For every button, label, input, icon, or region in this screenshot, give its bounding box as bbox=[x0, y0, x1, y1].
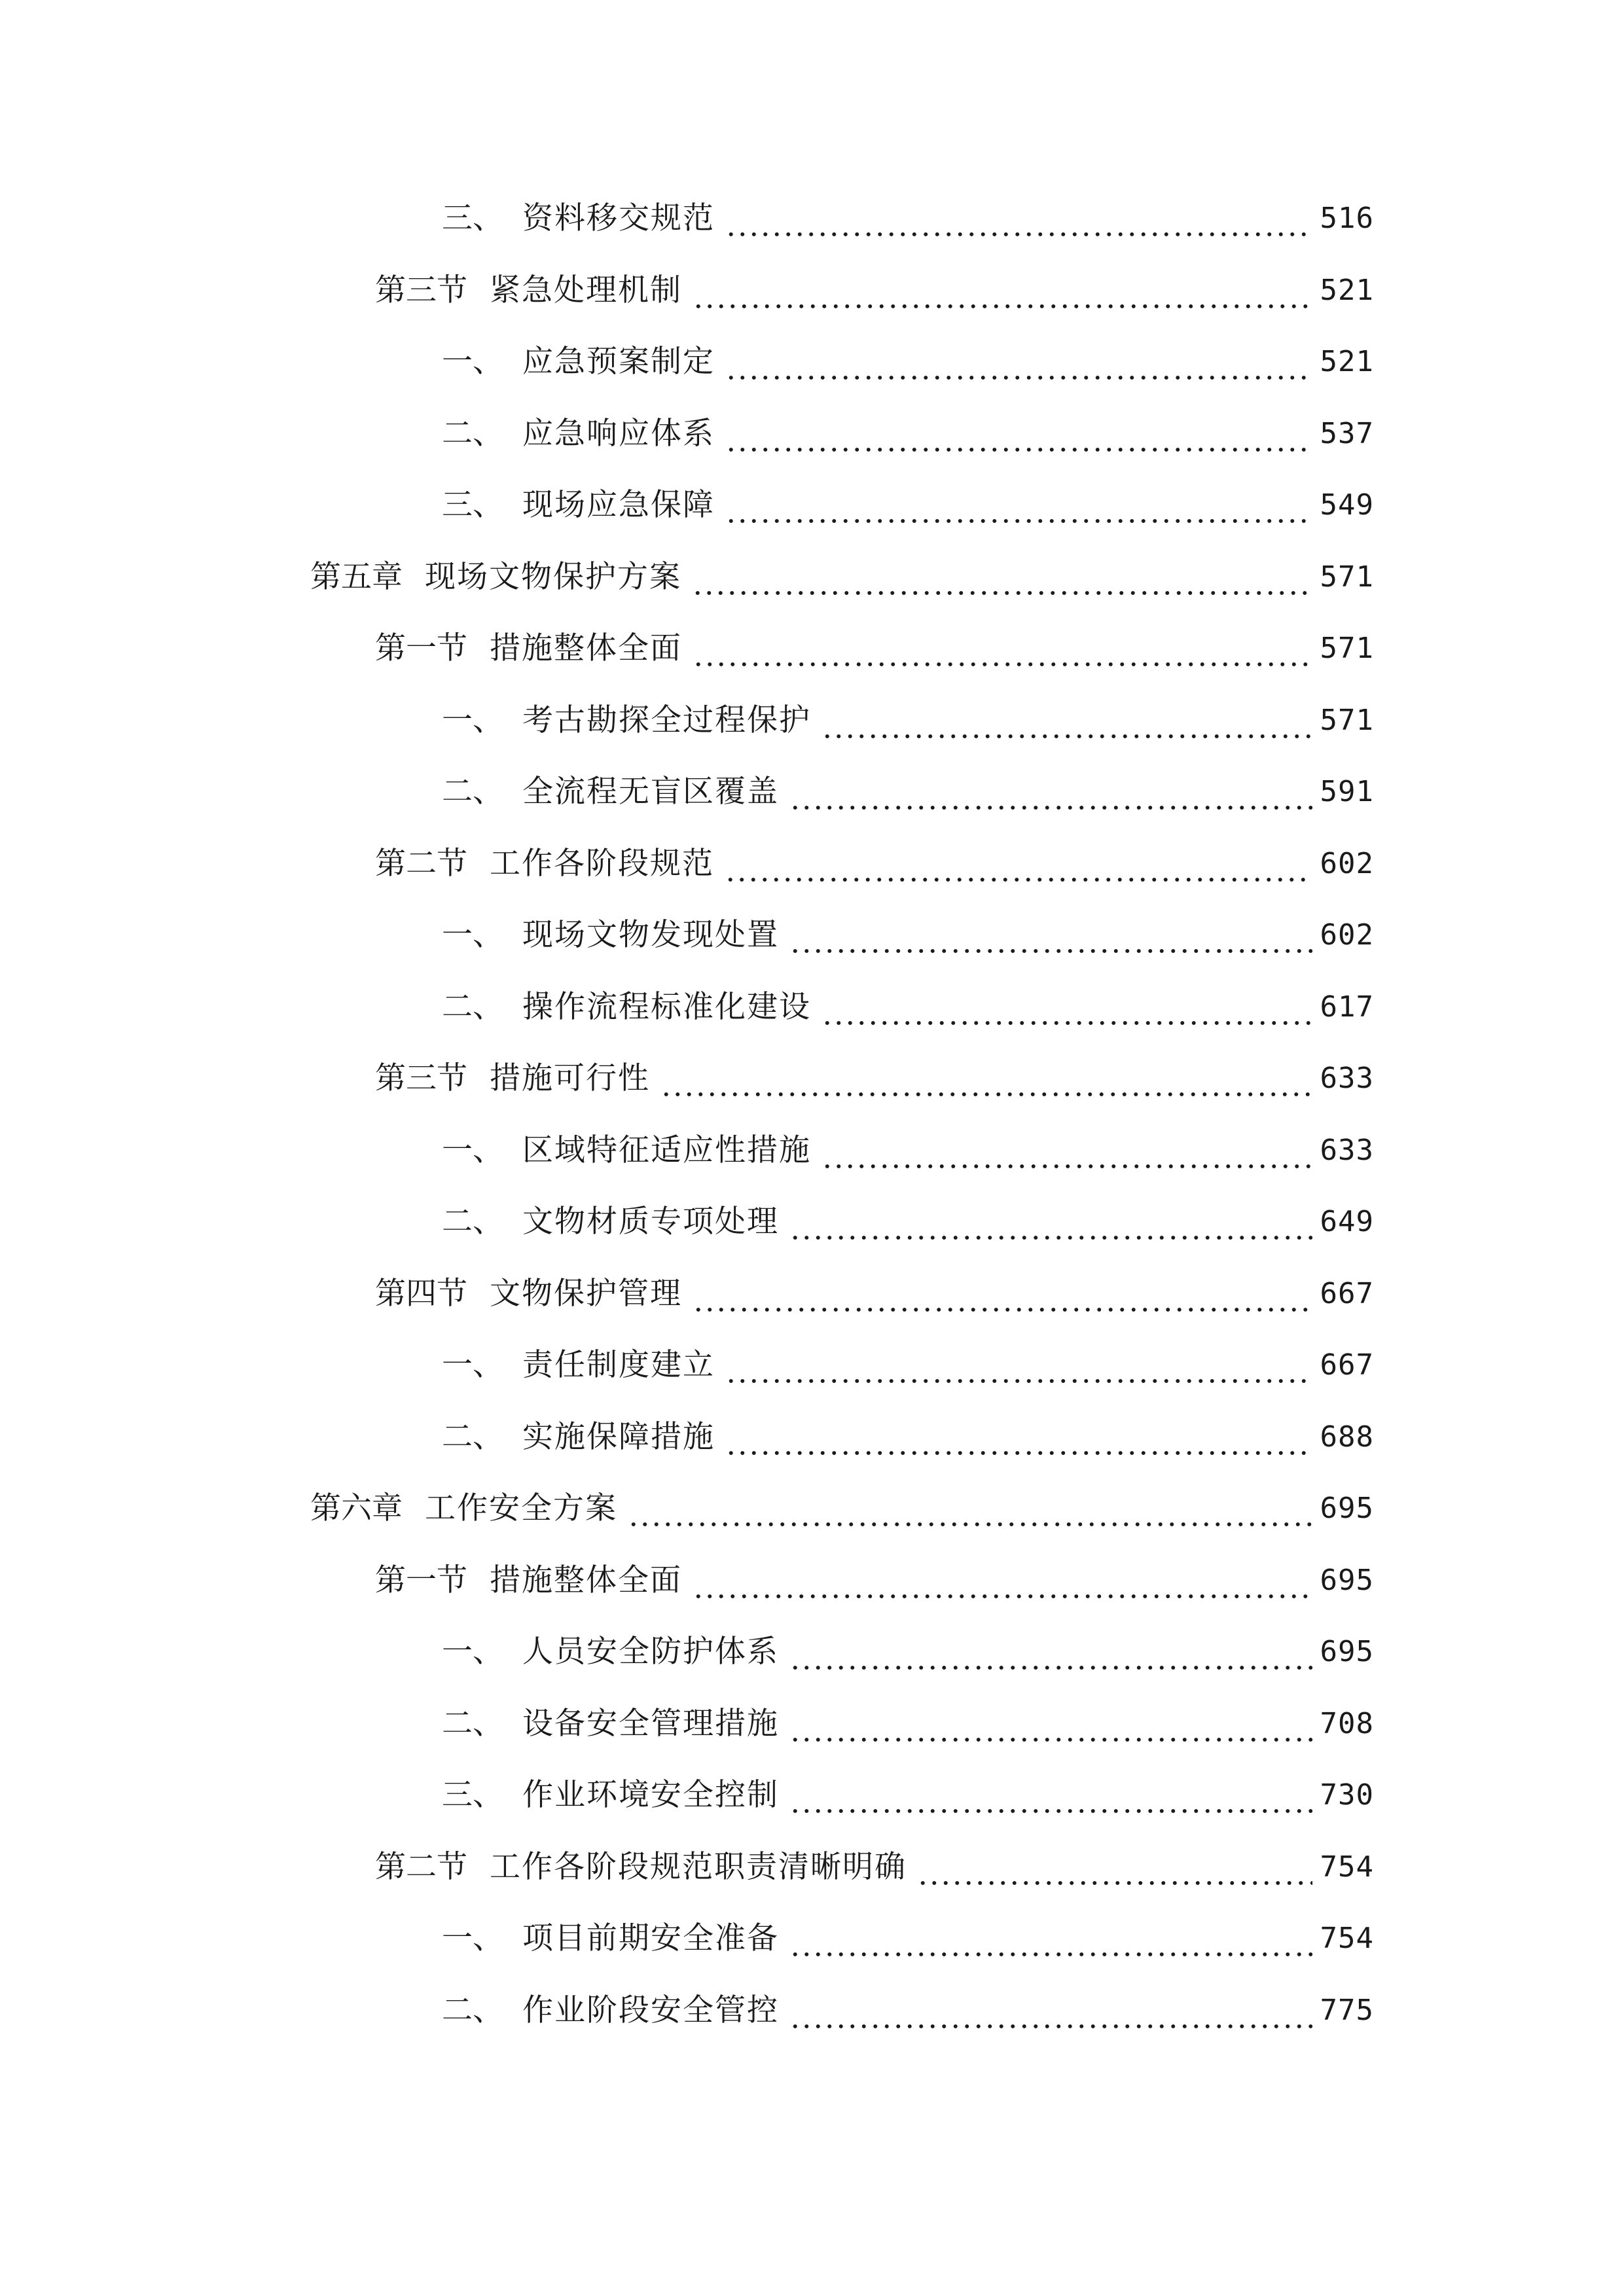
page-number: 516 bbox=[1320, 202, 1374, 235]
entry-number: 三、 bbox=[442, 487, 503, 523]
toc-entry[interactable] bbox=[442, 336, 1374, 388]
page-number: 602 bbox=[1320, 847, 1374, 880]
entry-number: 二、 bbox=[442, 1992, 503, 2028]
page-number: 633 bbox=[1320, 1134, 1374, 1167]
toc-entry[interactable] bbox=[442, 408, 1374, 460]
page-number: 617 bbox=[1320, 990, 1374, 1024]
entry-number: 二、 bbox=[442, 1204, 503, 1240]
page-number: 521 bbox=[1320, 345, 1374, 378]
entry-title: 现场文物保护方案 bbox=[425, 559, 681, 595]
toc-entry[interactable] bbox=[310, 1482, 1374, 1535]
entry-number: 第二节 bbox=[375, 1849, 467, 1885]
toc-entry[interactable] bbox=[442, 192, 1374, 245]
page-number: 688 bbox=[1320, 1420, 1374, 1454]
dot-leader bbox=[789, 909, 1312, 961]
toc-entry[interactable] bbox=[442, 1411, 1374, 1463]
dot-leader bbox=[789, 766, 1312, 818]
dot-leader bbox=[725, 192, 1312, 245]
entry-number: 二、 bbox=[442, 1706, 503, 1742]
page-number: 521 bbox=[1320, 274, 1374, 307]
toc-entry[interactable] bbox=[442, 1339, 1374, 1391]
entry-title: 作业阶段安全管控 bbox=[522, 1992, 779, 2028]
entry-title: 现场应急保障 bbox=[522, 487, 715, 523]
entry-title: 工作各阶段规范 bbox=[490, 846, 714, 882]
toc-entry[interactable] bbox=[442, 1124, 1374, 1177]
entry-number: 三、 bbox=[442, 1777, 503, 1813]
entry-title: 责任制度建立 bbox=[522, 1347, 715, 1383]
page-number: 571 bbox=[1320, 704, 1374, 737]
entry-number: 三、 bbox=[442, 200, 503, 236]
entry-title: 设备安全管理措施 bbox=[522, 1706, 779, 1742]
entry-title: 作业环境安全控制 bbox=[522, 1777, 779, 1813]
entry-title: 区域特征适应性措施 bbox=[522, 1132, 811, 1168]
dot-leader bbox=[725, 408, 1312, 460]
dot-leader bbox=[725, 479, 1312, 531]
entry-number: 一、 bbox=[442, 1634, 503, 1670]
toc-entry[interactable] bbox=[442, 981, 1374, 1033]
dot-leader bbox=[628, 1482, 1312, 1535]
entry-title: 应急预案制定 bbox=[522, 344, 715, 380]
dot-leader bbox=[660, 1052, 1312, 1105]
toc-entry[interactable] bbox=[442, 1698, 1374, 1750]
entry-title: 操作流程标准化建设 bbox=[522, 989, 811, 1025]
dot-leader bbox=[789, 1626, 1312, 1678]
dot-leader bbox=[725, 838, 1312, 890]
dot-leader bbox=[725, 1411, 1312, 1463]
entry-number: 一、 bbox=[442, 917, 503, 953]
toc-entry[interactable] bbox=[442, 766, 1374, 818]
page-number: 730 bbox=[1320, 1778, 1374, 1812]
entry-number: 第四节 bbox=[375, 1276, 467, 1312]
entry-title: 工作各阶段规范职责清晰明确 bbox=[490, 1849, 907, 1885]
entry-number: 第一节 bbox=[375, 630, 467, 666]
toc-entry[interactable] bbox=[442, 1626, 1374, 1678]
page-number: 695 bbox=[1320, 1564, 1374, 1597]
dot-leader bbox=[693, 264, 1312, 317]
page-number: 602 bbox=[1320, 918, 1374, 952]
entry-number: 二、 bbox=[442, 416, 503, 452]
dot-leader bbox=[789, 1912, 1312, 1965]
entry-number: 第六章 bbox=[310, 1490, 403, 1526]
entry-number: 二、 bbox=[442, 1419, 503, 1455]
dot-leader bbox=[693, 1268, 1312, 1320]
page-number: 591 bbox=[1320, 775, 1374, 808]
page-number: 537 bbox=[1320, 417, 1374, 450]
entry-number: 第二节 bbox=[375, 846, 467, 882]
dot-leader bbox=[821, 981, 1312, 1033]
entry-title: 文物材质专项处理 bbox=[522, 1204, 779, 1240]
entry-title: 措施整体全面 bbox=[490, 1562, 682, 1598]
toc-entry[interactable] bbox=[375, 1841, 1374, 1893]
toc-entry[interactable] bbox=[442, 1769, 1374, 1821]
entry-number: 第一节 bbox=[375, 1562, 467, 1598]
page-number: 667 bbox=[1320, 1348, 1374, 1382]
dot-leader bbox=[725, 1339, 1312, 1391]
page-number: 775 bbox=[1320, 1994, 1374, 2027]
dot-leader bbox=[692, 551, 1312, 603]
entry-number: 第三节 bbox=[375, 272, 467, 308]
entry-title: 措施可行性 bbox=[490, 1060, 650, 1096]
entry-number: 一、 bbox=[442, 344, 503, 380]
toc-entry[interactable] bbox=[375, 1052, 1374, 1105]
toc-entry[interactable] bbox=[442, 1196, 1374, 1248]
page-number: 571 bbox=[1320, 632, 1374, 665]
entry-title: 应急响应体系 bbox=[522, 416, 715, 452]
entry-title: 文物保护管理 bbox=[490, 1276, 682, 1312]
entry-title: 紧急处理机制 bbox=[490, 272, 682, 308]
page-number: 649 bbox=[1320, 1205, 1374, 1238]
dot-leader bbox=[789, 1769, 1312, 1821]
entry-number: 一、 bbox=[442, 702, 503, 738]
toc-entry[interactable] bbox=[375, 264, 1374, 317]
entry-title: 项目前期安全准备 bbox=[522, 1920, 779, 1956]
toc-entry[interactable] bbox=[310, 551, 1374, 603]
dot-leader bbox=[789, 1698, 1312, 1750]
page-number: 633 bbox=[1320, 1062, 1374, 1095]
entry-title: 资料移交规范 bbox=[522, 200, 715, 236]
dot-leader bbox=[693, 622, 1312, 675]
page-number: 708 bbox=[1320, 1707, 1374, 1740]
entry-number: 第三节 bbox=[375, 1060, 467, 1096]
entry-number: 一、 bbox=[442, 1132, 503, 1168]
entry-title: 考古勘探全过程保护 bbox=[522, 702, 811, 738]
page-number: 571 bbox=[1320, 560, 1374, 594]
dot-leader bbox=[917, 1841, 1312, 1893]
toc-entry[interactable] bbox=[442, 1984, 1374, 2037]
dot-leader bbox=[789, 1984, 1312, 2037]
entry-title: 全流程无盲区覆盖 bbox=[522, 774, 779, 810]
entry-number: 二、 bbox=[442, 774, 503, 810]
page-number: 695 bbox=[1320, 1492, 1374, 1525]
dot-leader bbox=[821, 694, 1312, 747]
entry-number: 一、 bbox=[442, 1347, 503, 1383]
entry-title: 人员安全防护体系 bbox=[522, 1634, 779, 1670]
entry-number: 一、 bbox=[442, 1920, 503, 1956]
toc-entry[interactable] bbox=[375, 838, 1374, 890]
toc-entry[interactable] bbox=[375, 1268, 1374, 1320]
entry-number: 二、 bbox=[442, 989, 503, 1025]
toc-entry[interactable] bbox=[442, 479, 1374, 531]
entry-title: 措施整体全面 bbox=[490, 630, 682, 666]
dot-leader bbox=[725, 336, 1312, 388]
toc-entry[interactable] bbox=[442, 1912, 1374, 1965]
entry-title: 现场文物发现处置 bbox=[522, 917, 779, 953]
entry-title: 实施保障措施 bbox=[522, 1419, 715, 1455]
dot-leader bbox=[693, 1554, 1312, 1607]
page-number: 754 bbox=[1320, 1922, 1374, 1955]
page-number: 667 bbox=[1320, 1277, 1374, 1310]
toc-entry[interactable] bbox=[442, 909, 1374, 961]
entry-title: 工作安全方案 bbox=[425, 1490, 617, 1526]
toc-entry[interactable] bbox=[375, 622, 1374, 675]
page-number: 754 bbox=[1320, 1850, 1374, 1884]
entry-number: 第五章 bbox=[310, 559, 403, 595]
toc-entry[interactable] bbox=[442, 694, 1374, 747]
page-number: 695 bbox=[1320, 1635, 1374, 1668]
toc-entry[interactable] bbox=[375, 1554, 1374, 1607]
page-number: 549 bbox=[1320, 488, 1374, 522]
dot-leader bbox=[821, 1124, 1312, 1177]
dot-leader bbox=[789, 1196, 1312, 1248]
